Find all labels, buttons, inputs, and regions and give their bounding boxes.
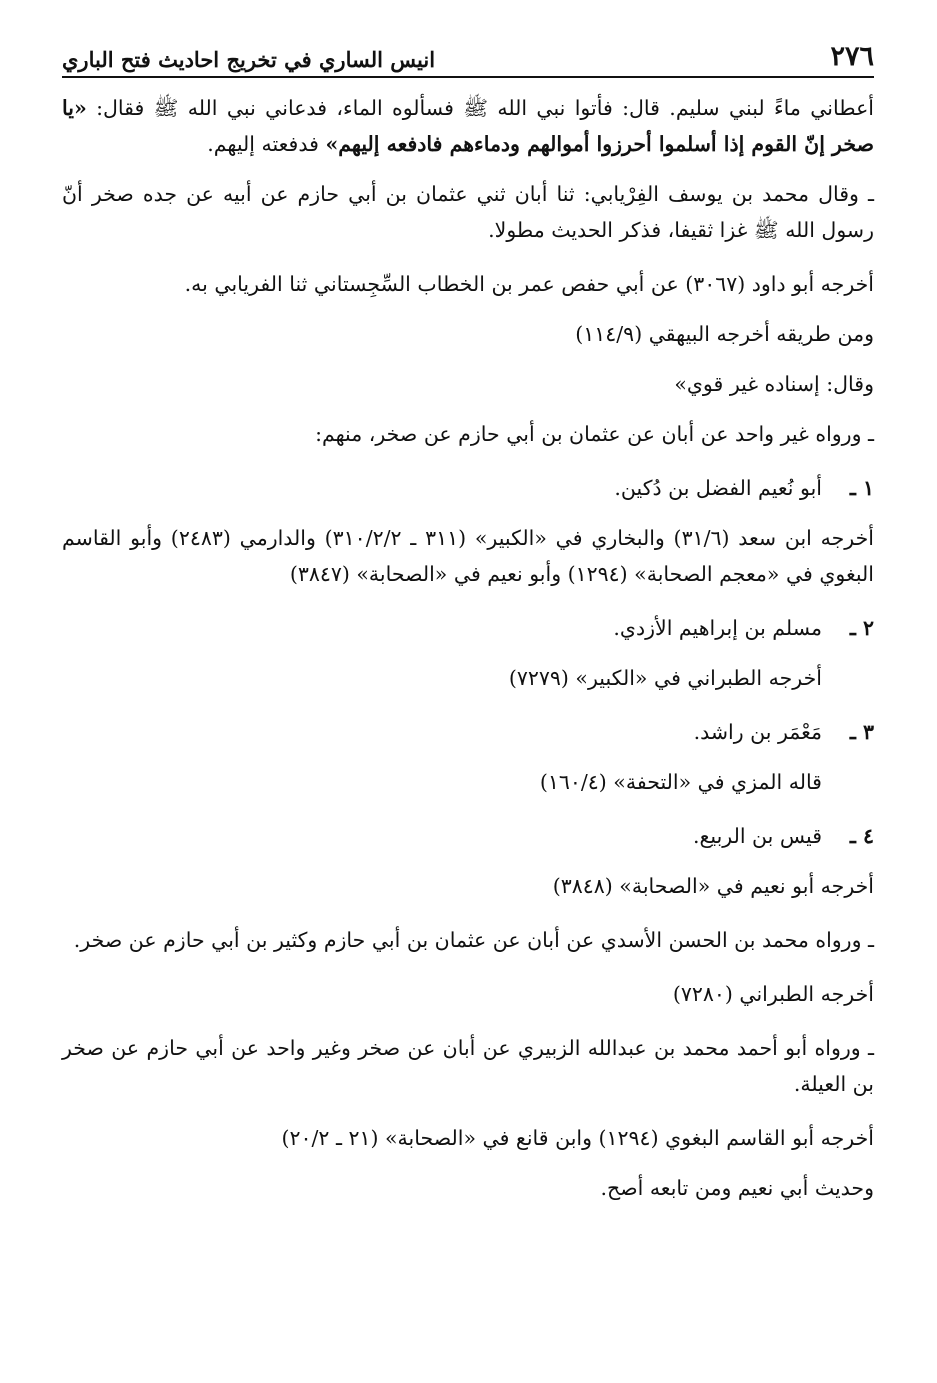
- list-item-number: ٤ ـ: [849, 824, 874, 848]
- paragraph-conclusion: وحديث أبي نعيم ومن تابعه أصح.: [600, 1176, 874, 1200]
- paragraph-hadith-text: [62, 90, 874, 162]
- page-header: [62, 34, 874, 78]
- list-item-number: ٣ ـ: [849, 720, 874, 744]
- paragraph-tabarani-kabir: أخرجه الطبراني في «الكبير» (٧٢٧٩): [508, 666, 822, 690]
- page-body: [62, 90, 874, 1206]
- paragraph-firyabi-narration: ـ وقال محمد بن يوسف الفِرْيابي: ثنا أبان ثني عثمان بن أبي حازم عن أبيه عن جده صخر أنّ رسول الله ﷺ غزا ثقيفا، فذكر الحديث مطولا.: [62, 182, 874, 242]
- list-item-1: [62, 470, 874, 506]
- paragraph-others-intro: ـ ورواه غير واحد عن أبان عن عثمان بن أبي حازم عن صخر، منهم:: [315, 422, 874, 446]
- hadith-intro: أعطاني ماءً لبني سليم. قال: فأتوا نبي الله ﷺ فسألوه الماء، فدعاني نبي الله ﷺ فقال:: [86, 96, 874, 120]
- page-number: ٢٧٦: [830, 41, 874, 72]
- list-item-number: ٢ ـ: [849, 616, 874, 640]
- list-item-2: [62, 610, 874, 646]
- paragraph-tabarani: أخرجه الطبراني (٧٢٨٠): [672, 982, 874, 1006]
- paragraph-asadi-narration: ـ ورواه محمد بن الحسن الأسدي عن أبان عن عثمان بن أبي حازم وكثير بن أبي حازم عن صخر.: [73, 928, 874, 952]
- list-item-text: مسلم بن إبراهيم الأزدي.: [613, 616, 822, 640]
- paragraph-bayhaqi: ومن طريقه أخرجه البيهقي (١١٤/٩): [575, 322, 874, 346]
- list-item-number: ١ ـ: [849, 476, 874, 500]
- paragraph-mizzi: قاله المزي في «التحفة» (١٦٠/٤): [539, 770, 822, 794]
- list-item-text: قيس بن الربيع.: [692, 824, 822, 848]
- list-item-text: أبو نُعيم الفضل بن دُكين.: [614, 476, 822, 500]
- list-item-text: مَعْمَر بن راشد.: [693, 720, 822, 744]
- paragraph-abu-dawud: أخرجه أبو داود (٣٠٦٧) عن أبي حفص عمر بن الخطاب السِّجِستاني ثنا الفريابي به.: [184, 272, 874, 296]
- paragraph-ibn-saad: أخرجه ابن سعد (٣١/٦) والبخاري في «الكبير» (٣١١ ـ ٣١٠/٢/٢) والدارمي (٢٤٨٣) وأبو القاسم البغوي في «معجم الصحابة» (١٢٩٤) وأبو نعيم في «الصحابة» (٣٨٤٧): [62, 526, 874, 586]
- running-title: انيس الساري في تخريج احاديث فتح الباري: [62, 47, 436, 72]
- list-item-3: [62, 714, 874, 750]
- hadith-tail: فدفعته إليهم.: [207, 132, 326, 156]
- paragraph-bayhaqi-comment: وقال: إسناده غير قوي»: [674, 372, 874, 396]
- list-item-4: [62, 818, 874, 854]
- paragraph-zubayri-narration: ـ ورواه أبو أحمد محمد بن عبدالله الزبيري عن أبان عن صخر وغير واحد عن أبي حازم عن صخر بن العيلة.: [62, 1036, 874, 1096]
- paragraph-abu-nuaym: أخرجه أبو نعيم في «الصحابة» (٣٨٤٨): [552, 874, 874, 898]
- hadith-quote: «يا صخر إنّ القوم إذا أسلموا أحرزوا أموالهم ودماءهم فادفعه إليهم»: [62, 96, 874, 156]
- paragraph-baghawi: أخرجه أبو القاسم البغوي (١٢٩٤) وابن قانع في «الصحابة» (٢١ ـ ٢٠/٢): [281, 1126, 874, 1150]
